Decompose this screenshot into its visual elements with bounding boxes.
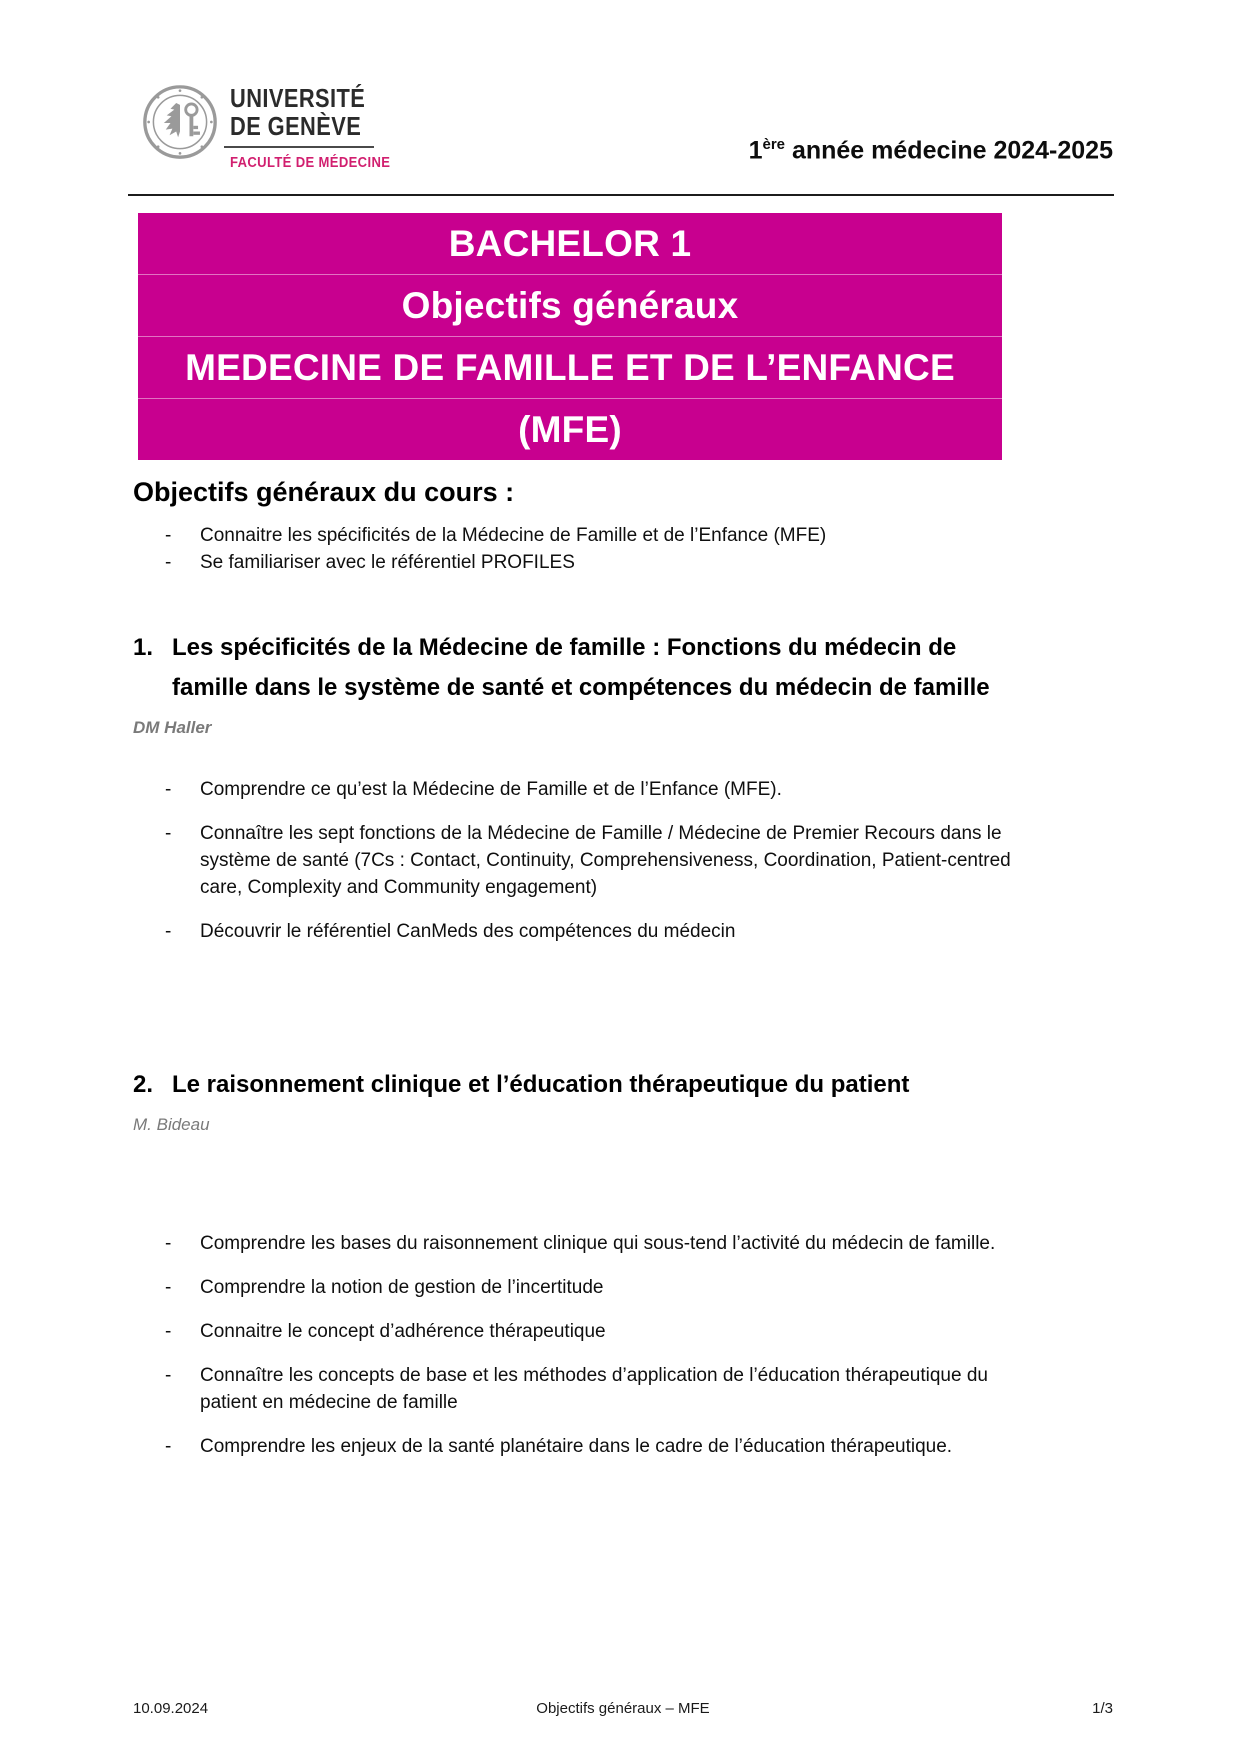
bullet-text: Se familiariser avec le référentiel PROFILES — [200, 552, 575, 573]
bullet-dash: - — [165, 779, 172, 800]
intro-bullet-list — [133, 522, 1113, 576]
bullet-item — [133, 549, 1113, 576]
bullet-text: Comprendre la notion de gestion de l’incertitude — [200, 1277, 604, 1298]
section-2-bullet-list — [133, 1230, 1113, 1460]
faculty-name: FACULTÉ DE MÉDECINE — [230, 155, 391, 171]
bullet-item — [133, 1318, 1113, 1345]
bullet-item — [133, 1230, 1113, 1257]
bullet-text: Comprendre ce qu’est la Médecine de Famille et de l’Enfance (MFE). — [200, 779, 782, 800]
bullet-item — [133, 1433, 1113, 1460]
footer-date: 10.09.2024 — [133, 1700, 209, 1717]
bullet-text: Connaître les concepts de base et les méthodes d’application de l’éducation thérapeutique du patient en médecine de famille — [200, 1365, 988, 1413]
header-rule — [128, 194, 1114, 196]
bullet-item — [133, 820, 1113, 901]
banner-row-objectifs: Objectifs généraux — [138, 274, 1002, 336]
bullet-text: Découvrir le référentiel CanMeds des compétences du médecin — [200, 921, 736, 942]
section-1-title-text: Les spécificités de la Médecine de famille : Fonctions du médecin de famille dans le système de santé et compétences du médecin de famille — [172, 634, 990, 701]
bullet-dash: - — [165, 1436, 172, 1457]
bullet-dash: - — [165, 1321, 172, 1342]
year-number: 1 — [748, 136, 763, 165]
course-objectives-intro — [133, 476, 1113, 576]
section-2-author: M. Bideau — [133, 1115, 210, 1134]
bullet-dash: - — [165, 525, 172, 546]
bullet-dash: - — [165, 552, 172, 573]
section-1-number: 1. — [133, 634, 154, 661]
bullet-text: Comprendre les bases du raisonnement clinique qui sous-tend l’activité du médecin de famille. — [200, 1233, 996, 1254]
bullet-dash: - — [165, 1277, 172, 1298]
bullet-dash: - — [165, 921, 172, 942]
section-2-number: 2. — [133, 1071, 154, 1098]
section-2-title-text: Le raisonnement clinique et l’éducation thérapeutique du patient — [172, 1071, 910, 1098]
section-1-author: DM Haller — [133, 718, 212, 737]
intro-heading: Objectifs généraux du cours : — [133, 477, 515, 507]
page-footer — [133, 1700, 1113, 1717]
year-ordinal-suffix: ère — [762, 136, 786, 153]
bullet-item — [133, 1362, 1113, 1416]
footer-page-number: 1/3 — [1092, 1700, 1113, 1717]
bullet-text: Connaitre le concept d’adhérence thérapeutique — [200, 1321, 606, 1342]
footer-document-title: Objectifs généraux – MFE — [536, 1700, 710, 1717]
year-header — [133, 136, 1113, 165]
bullet-item — [133, 522, 1113, 549]
section-1-title — [133, 628, 1113, 708]
bullet-text: Comprendre les enjeux de la santé planétaire dans le cadre de l’éducation thérapeutique. — [200, 1436, 953, 1457]
university-name-line2: DE GENÈVE — [230, 111, 362, 141]
section-1-bullet-list — [133, 776, 1113, 945]
banner-row-bachelor: BACHELOR 1 — [138, 213, 1002, 274]
section-2-title — [133, 1065, 1113, 1105]
banner-row-mfe-title: MEDECINE DE FAMILLE ET DE L’ENFANCE — [138, 336, 1002, 398]
bullet-text: Connaitre les spécificités de la Médecine de Famille et de l’Enfance (MFE) — [200, 525, 827, 546]
title-banner — [138, 213, 1002, 460]
bullet-item — [133, 1274, 1113, 1301]
bullet-dash: - — [165, 1365, 172, 1386]
university-name-line1: UNIVERSITÉ — [230, 83, 366, 113]
bullet-item — [133, 776, 1113, 803]
year-text: année médecine 2024-2025 — [785, 136, 1113, 165]
bullet-dash: - — [165, 1233, 172, 1254]
bullet-item — [133, 918, 1113, 945]
bullet-dash: - — [165, 823, 172, 844]
section-2 — [133, 1065, 1113, 1477]
section-1 — [133, 628, 1113, 962]
bullet-text: Connaître les sept fonctions de la Médecine de Famille / Médecine de Premier Recours dans le système de santé (7Cs : Contact, Continuity, Comprehensiveness, Coordination, Patient-centred care, Complexity and Community engagement) — [200, 823, 1011, 898]
banner-row-mfe-abbrev: (MFE) — [138, 398, 1002, 460]
